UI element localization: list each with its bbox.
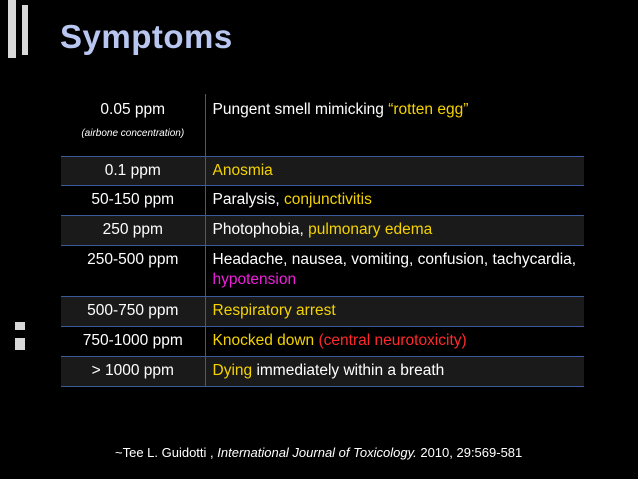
symptom-cell bbox=[205, 356, 584, 386]
decor-bar-bottom-2 bbox=[15, 338, 25, 350]
symptom-cell bbox=[205, 245, 584, 296]
symptom-text: pulmonary edema bbox=[308, 220, 433, 238]
concentration-value: 50-150 ppm bbox=[91, 190, 175, 208]
decor-bar-top bbox=[8, 0, 16, 58]
concentration-cell bbox=[61, 245, 205, 296]
symptom-cell bbox=[205, 94, 584, 156]
decor-bar-bottom bbox=[15, 322, 25, 330]
table-row bbox=[61, 185, 584, 215]
table-row bbox=[61, 326, 584, 356]
concentration-value: 0.1 ppm bbox=[104, 161, 161, 179]
symptom-cell bbox=[205, 215, 584, 245]
concentration-cell bbox=[61, 185, 205, 215]
concentration-value: 750-1000 ppm bbox=[82, 331, 183, 349]
symptom-cell bbox=[205, 185, 584, 215]
citation-prefix: ~Tee L. Guidotti , bbox=[115, 445, 218, 460]
page-title: Symptoms bbox=[60, 18, 233, 55]
symptoms-table bbox=[61, 94, 584, 387]
decor-bar-top-2 bbox=[22, 5, 28, 55]
concentration-cell bbox=[61, 156, 205, 185]
concentration-cell bbox=[61, 356, 205, 386]
symptom-cell bbox=[205, 326, 584, 356]
citation-journal: International Journal of Toxicology. bbox=[217, 445, 417, 460]
concentration-value: 250-500 ppm bbox=[87, 250, 179, 268]
symptom-text: immediately within a breath bbox=[252, 361, 445, 379]
symptom-text: Knocked down bbox=[212, 331, 319, 349]
symptom-text: hypotension bbox=[212, 270, 297, 288]
table-row bbox=[61, 296, 584, 326]
concentration-cell bbox=[61, 326, 205, 356]
symptom-text: conjunctivitis bbox=[284, 190, 372, 208]
table-row bbox=[61, 215, 584, 245]
citation bbox=[115, 445, 522, 460]
symptom-cell bbox=[205, 296, 584, 326]
table-row bbox=[61, 156, 584, 185]
symptom-text: Dying bbox=[212, 361, 253, 379]
symptom-text: Photophobia, bbox=[212, 220, 309, 238]
concentration-cell bbox=[61, 296, 205, 326]
concentration-value: 500-750 ppm bbox=[87, 301, 179, 319]
concentration-value: > 1000 ppm bbox=[91, 361, 174, 379]
concentration-note: (airbone concentration) bbox=[81, 128, 185, 139]
concentration-cell bbox=[61, 94, 205, 156]
symptom-text: (central neurotoxicity) bbox=[318, 331, 467, 349]
symptom-text: Pungent smell mimicking bbox=[212, 101, 389, 118]
symptom-text: Headache, nausea, vomiting, confusion, tachycardia, bbox=[212, 250, 577, 268]
symptom-text: Paralysis, bbox=[212, 190, 284, 208]
symptom-text: Anosmia bbox=[212, 161, 273, 179]
citation-suffix: 2010, 29:569-581 bbox=[416, 445, 523, 460]
symptom-text: Respiratory arrest bbox=[212, 301, 336, 319]
symptom-text: “rotten egg” bbox=[388, 101, 469, 118]
table-row bbox=[61, 94, 584, 156]
symptom-cell bbox=[205, 156, 584, 185]
table-row bbox=[61, 245, 584, 296]
concentration-cell bbox=[61, 215, 205, 245]
table-row bbox=[61, 356, 584, 386]
concentration-value: 0.05 ppm bbox=[100, 101, 166, 118]
concentration-value: 250 ppm bbox=[102, 220, 163, 238]
